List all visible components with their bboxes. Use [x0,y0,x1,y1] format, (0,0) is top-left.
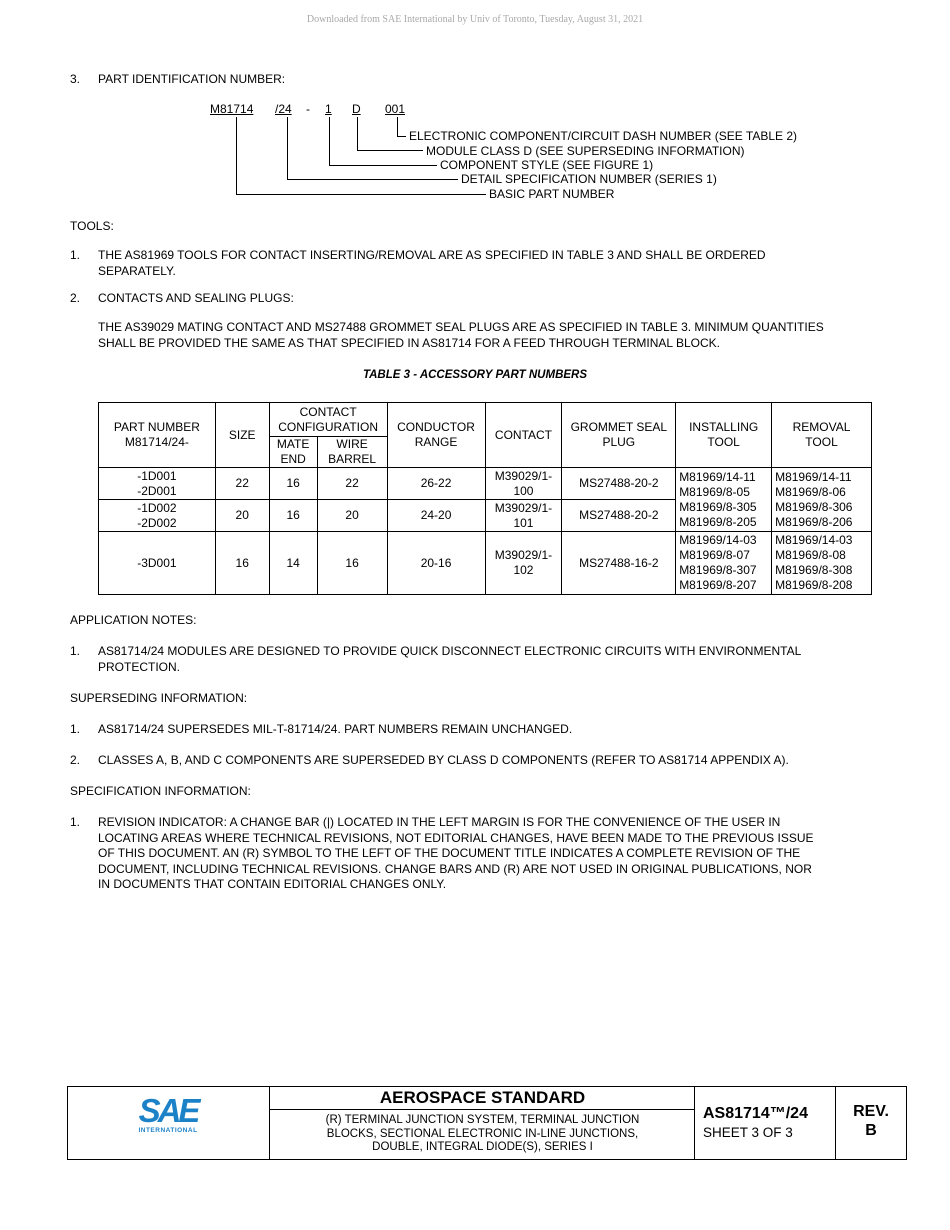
pn-class: D [352,102,361,116]
col-header-grommet: GROMMET SEAL PLUG [562,403,676,468]
specification-heading: SPECIFICATION INFORMATION: [70,784,251,798]
accessory-table [98,402,872,595]
table-title: TABLE 3 - ACCESSORY PART NUMBERS [362,369,588,381]
col-header-conductor-range: CONDUCTOR RANGE [387,403,485,468]
cell-wire: 20 [317,500,387,532]
pn-dash: - [306,102,310,116]
pn-circuit: 001 [385,102,406,116]
connector-line [236,117,237,194]
cell-grommet: MS27488-20-2 [562,500,676,532]
cell-contact: M39029/1- 101 [485,500,562,532]
tools-item-1: THE AS81969 TOOLS FOR CONTACT INSERTING/REMOVAL ARE AS SPECIFIED IN TABLE 3 AND SHALL BE ORDERED SEPARATELY. [98,248,766,278]
list-number: 1. [70,248,81,262]
connector-line [287,117,288,179]
cell-removal-tools: M81969/14-11 M81969/8-06 M81969/8-306 M81969/8-206 [772,468,872,532]
label-circuit-dash: ELECTRONIC COMPONENT/CIRCUIT DASH NUMBER (SEE TABLE 2) [409,129,798,143]
list-number: 2. [70,753,81,767]
cell-part: -3D001 [99,532,216,595]
section-number: 3. [70,72,81,86]
doc-number-cell [694,1087,836,1159]
connector-line [287,179,458,180]
rev-label: REV. [853,1103,889,1120]
title-block [67,1086,907,1160]
superseding-heading: SUPERSEDING INFORMATION: [70,691,248,705]
connector-line [357,117,358,150]
title-cell [269,1087,695,1159]
tools-heading: TOOLS: [70,219,114,233]
pn-style: 1 [325,102,332,116]
cell-range: 26-22 [387,468,485,500]
cell-contact: M39029/1- 100 [485,468,562,500]
table-row [99,468,872,500]
cell-part: -1D002 -2D002 [99,500,216,532]
connector-line [357,150,423,151]
rev-value: B [865,1122,877,1139]
cell-size: 22 [215,468,269,500]
list-number: 1. [70,644,81,658]
revision-cell [835,1087,906,1159]
col-header-part-number: PART NUMBER M81714/24- [99,403,216,468]
download-notice: Downloaded from SAE International by Univ of Toronto, Tuesday, August 31, 2021 [306,14,644,25]
contacts-paragraph: THE AS39029 MATING CONTACT AND MS27488 GROMMET SEAL PLUGS ARE AS SPECIFIED IN TABLE 3. MINIMUM QUANTITIES SHALL BE PROVIDED THE SAME AS THAT SPECIFIED IN AS81714 FOR A FEED THROUGH TERMINAL BLOCK. [98,320,824,350]
cell-part: -1D001 -2D001 [99,468,216,500]
connector-line [397,117,398,136]
pn-basic: M81714 [210,102,254,116]
list-number: 1. [70,722,81,736]
cell-mate: 14 [269,532,317,595]
connector-line [397,136,406,137]
sae-logo-sub: INTERNATIONAL [138,1127,198,1134]
tools-item-2: CONTACTS AND SEALING PLUGS: [98,291,294,305]
superseding-item-2: CLASSES A, B, AND C COMPONENTS ARE SUPERSEDED BY CLASS D COMPONENTS (REFER TO AS81714 APPENDIX A). [98,753,789,767]
col-header-contact: CONTACT [485,403,562,468]
sae-logo [137,1092,199,1134]
superseding-item-1: AS81714/24 SUPERSEDES MIL-T-81714/24. PART NUMBERS REMAIN UNCHANGED. [98,722,573,736]
pn-detail: /24 [275,102,292,116]
application-notes-heading: APPLICATION NOTES: [70,613,197,627]
label-module-class: MODULE CLASS D (SEE SUPERSEDING INFORMATION) [426,144,745,158]
cell-size: 20 [215,500,269,532]
cell-installing-tools: M81969/14-03 M81969/8-07 M81969/8-307 M81969/8-207 [676,532,772,595]
label-basic-part: BASIC PART NUMBER [489,187,615,201]
cell-mate: 16 [269,468,317,500]
label-detail-spec: DETAIL SPECIFICATION NUMBER (SERIES 1) [461,172,717,186]
document-title: (R) TERMINAL JUNCTION SYSTEM, TERMINAL JUNCTION BLOCKS, SECTIONAL ELECTRONIC IN-LINE JUNCTIONS, DOUBLE, INTEGRAL DIODE(S), SERIES I [325,1114,640,1153]
cell-contact: M39029/1- 102 [485,532,562,595]
label-component-style: COMPONENT STYLE (SEE FIGURE 1) [440,158,654,172]
col-header-contact-config: CONTACT CONFIGURATION [269,403,387,437]
specification-item-1: REVISION INDICATOR: A CHANGE BAR (|) LOCATED IN THE LEFT MARGIN IS FOR THE CONVENIENCE OF THE USER IN LOCATING AREAS WHERE TECHNICAL REVISIONS, NOT EDITORIAL CHANGES, HAVE BEEN MADE TO THE PREVIOUS ISSUE OF THIS DOCUMENT. AN (R) SYMBOL TO THE LEFT OF THE DOCUMENT TITLE INDICATES A COMPLETE REVISION OF THE DOCUMENT, INCLUDING TECHNICAL REVISIONS. CHANGE BARS AND (R) ARE NOT USED IN ORIGINAL PUBLICATIONS, NOR IN DOCUMENTS THAT CONTAIN EDITORIAL CHANGES ONLY. [98,815,814,891]
list-number: 2. [70,291,81,305]
list-number: 1. [70,815,81,829]
section-title: PART IDENTIFICATION NUMBER: [98,72,286,86]
cell-range: 24-20 [387,500,485,532]
col-header-removal: REMOVAL TOOL [772,403,872,468]
col-header-installing: INSTALLING TOOL [676,403,772,468]
col-header-size: SIZE [215,403,269,468]
cell-size: 16 [215,532,269,595]
cell-grommet: MS27488-20-2 [562,468,676,500]
cell-removal-tools: M81969/14-03 M81969/8-08 M81969/8-308 M81969/8-208 [772,532,872,595]
sae-logo-mark: SAE [138,1092,198,1129]
cell-range: 20-16 [387,532,485,595]
cell-wire: 16 [317,532,387,595]
standard-heading: AEROSPACE STANDARD [270,1087,695,1110]
sheet-number: SHEET 3 OF 3 [703,1125,793,1140]
connector-line [236,194,486,195]
table-row [99,532,872,595]
cell-grommet: MS27488-16-2 [562,532,676,595]
connector-line [329,165,437,166]
cell-wire: 22 [317,468,387,500]
col-header-wire-barrel: WIRE BARREL [317,437,387,468]
cell-mate: 16 [269,500,317,532]
doc-number: AS81714™/24 [703,1105,808,1122]
application-note-1: AS81714/24 MODULES ARE DESIGNED TO PROVIDE QUICK DISCONNECT ELECTRONIC CIRCUITS WITH ENVIRONMENTAL PROTECTION. [98,644,802,674]
cell-installing-tools: M81969/14-11 M81969/8-05 M81969/8-305 M81969/8-205 [676,468,772,532]
col-header-mate-end: MATE END [269,437,317,468]
connector-line [329,117,330,165]
